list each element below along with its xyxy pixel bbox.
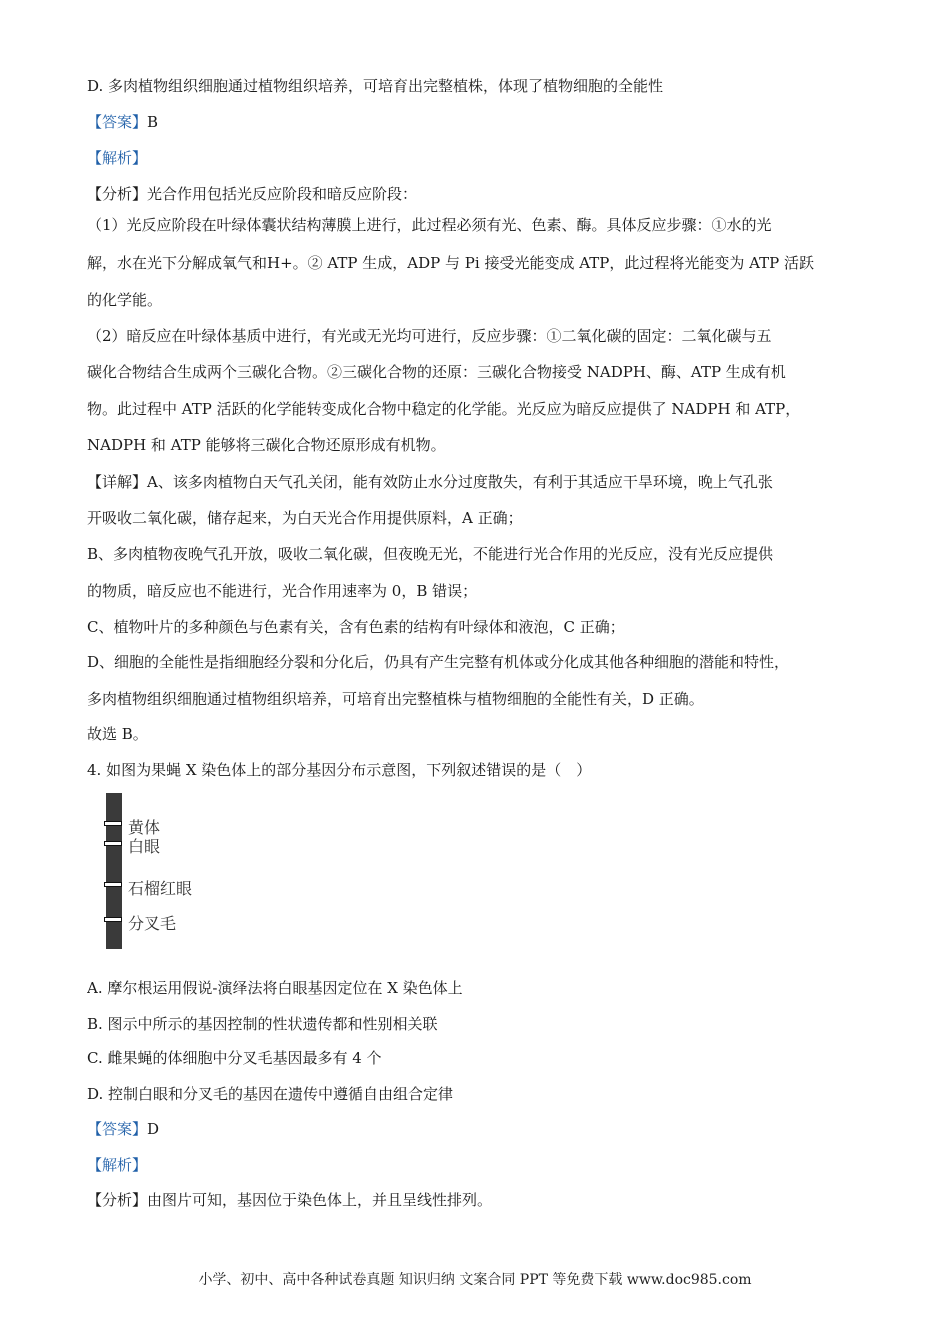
text-line: 的物质，暗反应也不能进行，光合作用速率为 0，B 错误； xyxy=(87,582,478,600)
x-chromosome-figure xyxy=(104,793,204,953)
page-footer: 小学、初中、高中各种试卷真题 知识归纳 文案合同 PPT 等免费下载 www.doc985.com xyxy=(198,1272,752,1288)
answer-value: D xyxy=(147,1120,160,1138)
option-a: A. 摩尔根运用假说-演绎法将白眼基因定位在 X 染色体上 xyxy=(87,979,463,997)
gene-label: 黄体 xyxy=(128,818,161,837)
text-line: 解，水在光下分解成氧气和H+。② ATP 生成，ADP 与 Pi 接受光能变成 ATP，此过程将光能变为 ATP 活跃 xyxy=(87,254,814,272)
text-line: 开吸收二氧化碳，储存起来，为白天光合作用提供原料，A 正确； xyxy=(87,509,523,527)
detail-tag: 【详解】 xyxy=(87,473,148,491)
text-line: （1）光反应阶段在叶绿体囊状结构薄膜上进行，此过程必须有光、色素、酶。具体反应步骤：①水的光 xyxy=(87,216,772,234)
analysis-line-1 xyxy=(87,148,877,168)
breakdown-line-1 xyxy=(87,184,877,204)
breakdown-text: 由图片可知，基因位于染色体上，并且呈线性排列。 xyxy=(147,1191,493,1209)
detail-text: A、该多肉植物白天气孔关闭，能有效防止水分过度散失，有利于其适应干旱环境，晚上气孔张 xyxy=(147,473,773,491)
gene-label: 石榴红眼 xyxy=(128,879,193,898)
gene-band xyxy=(104,841,122,846)
detail-line-1 xyxy=(87,472,877,492)
conclusion-line: 故选 B。 xyxy=(87,725,148,743)
breakdown-tag: 【分析】 xyxy=(87,1191,148,1209)
answer-tag: 【答案】 xyxy=(87,1120,148,1138)
gene-band xyxy=(104,882,122,887)
gene-band xyxy=(104,821,122,826)
gene-label: 白眼 xyxy=(128,837,161,856)
text-line: B、多肉植物夜晚气孔开放，吸收二氧化碳，但夜晚无光，不能进行光合作用的光反应，没有光反应提供 xyxy=(87,545,774,563)
text-line: 多肉植物组织细胞通过植物组织培养，可培育出完整植株与植物细胞的全能性有关，D 正确。 xyxy=(87,690,704,708)
option-d-prev: D. 多肉植物组织细胞通过植物组织培养，可培育出完整植株，体现了植物细胞的全能性 xyxy=(87,77,664,95)
analysis-tag: 【解析】 xyxy=(87,149,148,167)
breakdown-line-2 xyxy=(87,1190,877,1210)
question-4-stem: 4. 如图为果蝇 X 染色体上的部分基因分布示意图，下列叙述错误的是（ ） xyxy=(87,761,592,779)
analysis-tag: 【解析】 xyxy=(87,1156,148,1174)
text-line: C、植物叶片的多种颜色与色素有关，含有色素的结构有叶绿体和液泡，C 正确； xyxy=(87,618,625,636)
text-line: D、细胞的全能性是指细胞经分裂和分化后，仍具有产生完整有机体或分化成其他各种细胞的潜能和特性， xyxy=(87,653,790,671)
option-b: B. 图示中所示的基因控制的性状遗传都和性别相关联 xyxy=(87,1015,438,1033)
option-d: D. 控制白眼和分叉毛的基因在遗传中遵循自由组合定律 xyxy=(87,1085,454,1103)
text-line: 物。此过程中 ATP 活跃的化学能转变成化合物中稳定的化学能。光反应为暗反应提供了 NADPH 和 ATP， xyxy=(87,400,801,418)
gene-label: 分叉毛 xyxy=(128,914,177,933)
analysis-line-2 xyxy=(87,1155,877,1175)
breakdown-text: 光合作用包括光反应阶段和暗反应阶段： xyxy=(147,185,418,203)
text-line: 碳化合物结合生成两个三碳化合物。②三碳化合物的还原：三碳化合物接受 NADPH、酶、ATP 生成有机 xyxy=(87,363,786,381)
text-line: NADPH 和 ATP 能够将三碳化合物还原形成有机物。 xyxy=(87,436,446,454)
answer-value: B xyxy=(147,113,159,131)
gene-band xyxy=(104,917,122,922)
answer-line-1 xyxy=(87,112,877,132)
breakdown-tag: 【分析】 xyxy=(87,185,148,203)
answer-line-2 xyxy=(87,1119,877,1139)
option-c: C. 雌果蝇的体细胞中分叉毛基因最多有 4 个 xyxy=(87,1049,382,1067)
text-line: （2）暗反应在叶绿体基质中进行，有光或无光均可进行，反应步骤：①二氧化碳的固定：二氧化碳与五 xyxy=(87,327,772,345)
answer-tag: 【答案】 xyxy=(87,113,148,131)
text-line: 的化学能。 xyxy=(87,291,163,309)
chromosome-bar xyxy=(106,793,122,949)
